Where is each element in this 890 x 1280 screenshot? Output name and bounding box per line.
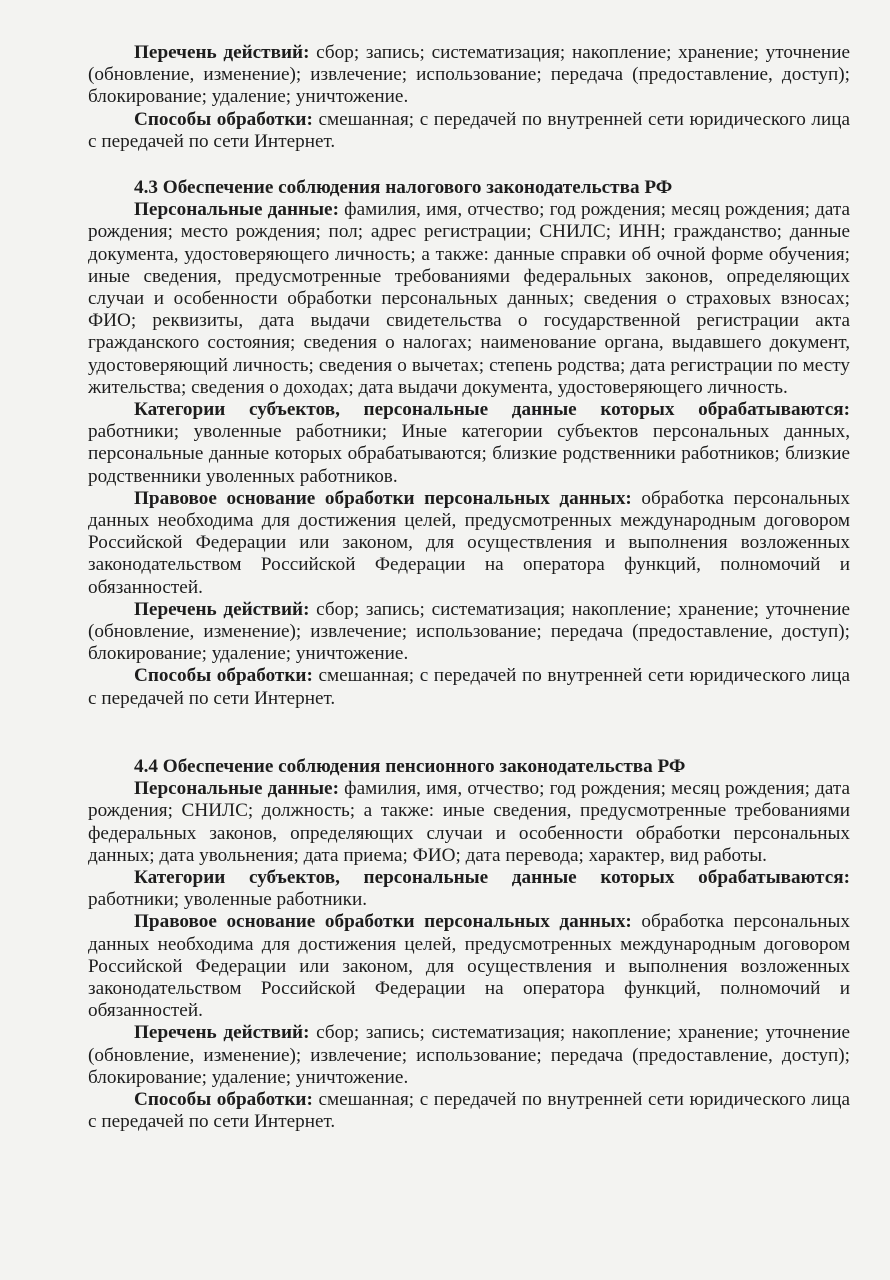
methods-label: Способы обработки: <box>134 665 313 687</box>
actions-label: Перечень действий: <box>134 42 310 63</box>
legal-basis-paragraph <box>88 488 850 599</box>
methods-label: Способы обработки: <box>134 1088 313 1110</box>
categories-text: работники; уволенные работники; Иные категории субъектов персональных данных, персональные данные которых обрабатываются; близкие родственники работников; близкие родственники уволенных работников. <box>88 421 850 487</box>
methods-paragraph <box>88 1089 850 1133</box>
actions-label: Перечень действий: <box>134 598 310 620</box>
personal-data-paragraph <box>88 199 850 399</box>
legal-basis-text: обработка персональных данных необходима для достижения целей, предусмотренных международным договором Российской Федерации или законом, для осуществления и выполнения возложенных законодательством Российской Федерации на оператора функций, полномочий и обязанностей. <box>88 911 850 1022</box>
actions-paragraph <box>88 599 850 666</box>
categories-label: Категории субъектов, персональные данные которых обрабатываются: <box>134 866 850 888</box>
categories-paragraph <box>88 399 850 488</box>
legal-basis-label: Правовое основание обработки персональных данных: <box>134 911 632 933</box>
methods-label: Способы обработки: <box>134 108 313 130</box>
methods-paragraph <box>88 665 850 709</box>
actions-label: Перечень действий: <box>134 1022 310 1044</box>
categories-paragraph <box>88 867 850 911</box>
actions-text: сбор; запись; систематизация; накопление; хранение; уточнение (обновление, изменение); извлечение; использование; передача (предоставление, доступ); блокирование; удаление; уничтожение. <box>88 42 850 108</box>
categories-text: работники; уволенные работники. <box>88 889 368 911</box>
personal-data-text: фамилия, имя, отчество; год рождения; месяц рождения; дата рождения; СНИЛС; должность; а также: иные сведения, предусмотренные требованиями федеральных законов, определяющих случаи и особенности обработки персональных данных; дата увольнения; дата приема; ФИО; дата перевода; характер, вид работы. <box>88 778 851 866</box>
categories-label: Категории субъектов, персональные данные которых обрабатываются: <box>134 399 850 421</box>
legal-basis-text: обработка персональных данных необходима для достижения целей, предусмотренных международным договором Российской Федерации или законом, для осуществления и выполнения возложенных законодательством Российской Федерации на оператора функций, полномочий и обязанностей. <box>88 487 850 598</box>
section-4-3-heading: 4.3 Обеспечение соблюдения налогового законодательства РФ <box>134 177 673 199</box>
methods-text: смешанная; с передачей по внутренней сети юридического лица с передачей по сети Интернет. <box>88 665 851 709</box>
actions-text: сбор; запись; систематизация; накопление; хранение; уточнение (обновление, изменение); извлечение; использование; передача (предоставление, доступ); блокирование; удаление; уничтожение. <box>88 598 850 665</box>
personal-data-label: Персональные данные: <box>134 778 339 800</box>
section-4-4-heading: 4.4 Обеспечение соблюдения пенсионного законодательства РФ <box>134 755 686 777</box>
methods-text: смешанная; с передачей по внутренней сети юридического лица с передачей по сети Интернет. <box>88 1088 851 1133</box>
actions-text: сбор; запись; систематизация; накопление; хранение; уточнение (обновление, изменение); извлечение; использование; передача (предоставление, доступ); блокирование; удаление; уничтожение. <box>88 1022 850 1088</box>
methods-paragraph <box>88 109 850 153</box>
personal-data-label: Персональные данные: <box>134 199 339 221</box>
actions-paragraph <box>88 1022 850 1089</box>
legal-basis-paragraph <box>88 911 850 1022</box>
methods-text: смешанная; с передачей по внутренней сети юридического лица с передачей по сети Интернет. <box>88 108 851 152</box>
personal-data-text: фамилия, имя, отчество; год рождения; месяц рождения; дата рождения; место рождения; пол; адрес регистрации; СНИЛС; ИНН; гражданство; данные документа, удостоверяющего личность; а также: данные справки об очной форме обучения; иные сведения, предусмотренные требованиями федеральных законов, определяющих случаи и особенности обработки персональных данных; сведения о страховых взносах; ФИО; реквизиты, дата выдачи свидетельства о государственной регистрации акта гражданского состояния; сведения о налогах; наименование органа, выдавшего документ, удостоверяющий личность; сведения о вычетах; степень родства; дата регистрации по месту жительства; сведения о доходах; дата выдачи документа, удостоверяющего личность. <box>88 199 851 398</box>
legal-basis-label: Правовое основание обработки персональных данных: <box>134 487 632 509</box>
personal-data-paragraph <box>88 778 850 867</box>
actions-paragraph <box>88 42 850 109</box>
